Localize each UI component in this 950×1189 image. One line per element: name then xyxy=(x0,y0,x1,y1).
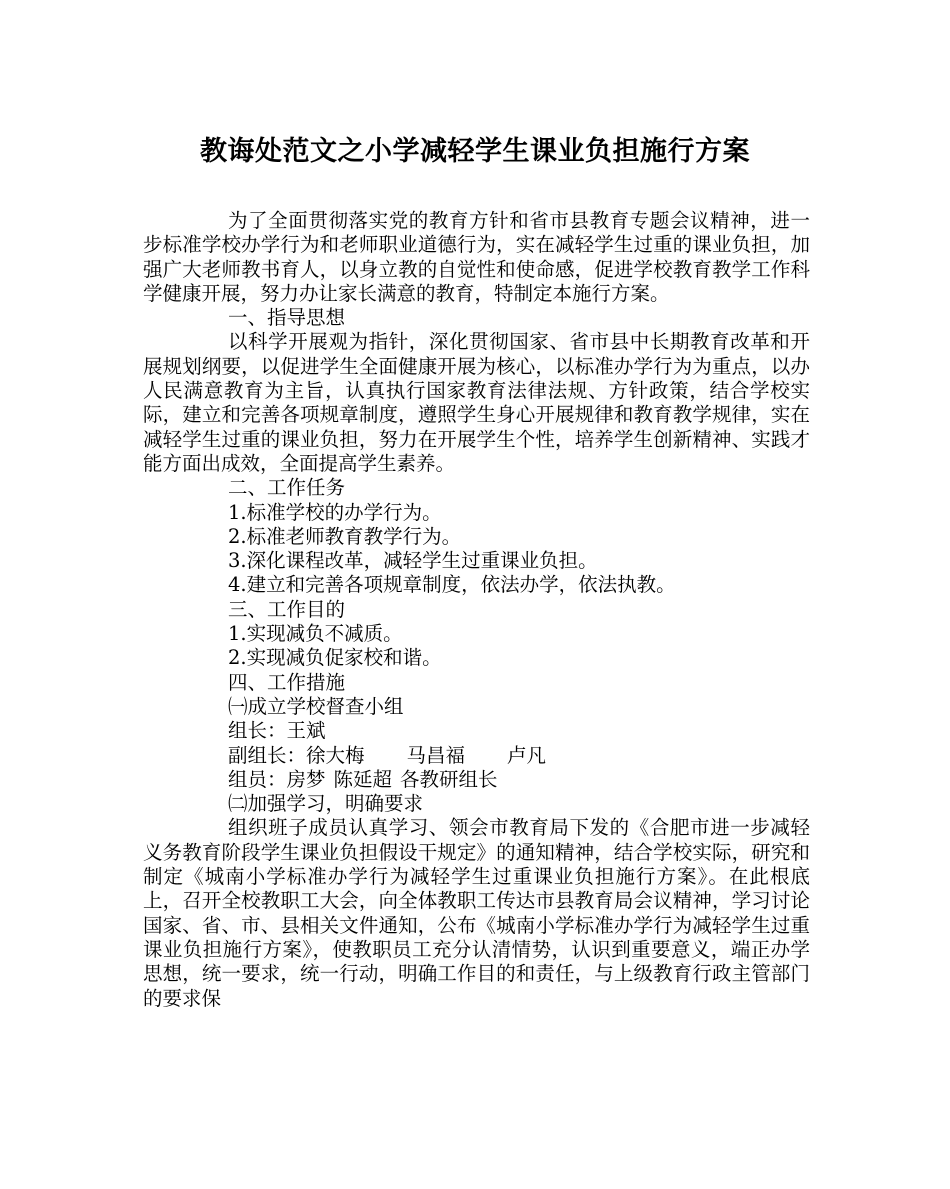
team-deputies xyxy=(143,744,810,768)
goal-item: 2.实现减负促家校和谐。 xyxy=(228,646,442,670)
deputy-2: 马昌福 xyxy=(406,743,466,767)
deputy-1: 副组长：徐大梅 xyxy=(228,743,365,767)
member-3: 各教研组长 xyxy=(400,767,498,791)
subsection-heading-study: ㈡加强学习，明确要求 xyxy=(228,792,424,816)
section-heading-goals: 三、工作目的 xyxy=(228,597,346,621)
guiding-thought-paragraph: 以科学开展观为指针，深化贯彻国家、省市县中长期教育改革和开展规划纲要，以促进学生全面健康开展为核心，以标准办学行为为重点，以办人民满意教育为主旨，认真执行国家教育法律法规、方针政策，结合学校实际，建立和完善各项规章制度，遵照学生身心开展规律和教育教学规律，实在减轻学生过重的课业负担，努力在开展学生个性，培养学生创新精神、实践才能方面出成效，全面提高学生素养。 xyxy=(143,330,810,475)
task-item: 3.深化课程改革，减轻学生过重课业负担。 xyxy=(228,549,598,573)
team-members xyxy=(143,768,810,792)
task-item: 2.标准老师教育教学行为。 xyxy=(228,524,462,548)
member-1: 组员：房梦 xyxy=(228,767,326,791)
intro-paragraph: 为了全面贯彻落实党的教育方针和省市县教育专题会议精神，进一步标准学校办学行为和老师职业道德行为，实在减轻学生过重的课业负担，加强广大老师教书育人，以身立教的自觉性和使命感，促进学校教育教学工作科学健康开展，努力办让家长满意的教育，特制定本施行方案。 xyxy=(143,209,810,305)
section-heading-tasks: 二、工作任务 xyxy=(228,476,346,500)
document-title: 教诲处范文之小学减轻学生课业负担施行方案 xyxy=(200,136,750,167)
team-leader: 组长：王斌 xyxy=(228,719,326,743)
member-2: 陈延超 xyxy=(333,767,393,791)
document-body xyxy=(143,209,810,1011)
task-item: 1.标准学校的办学行为。 xyxy=(228,500,442,524)
section-heading-measures: 四、工作措施 xyxy=(228,670,346,694)
subsection-heading-team: ㈠成立学校督查小组 xyxy=(228,694,404,718)
section-heading-guiding-thought: 一、指导思想 xyxy=(228,306,346,330)
deputy-3: 卢凡 xyxy=(507,743,547,767)
study-paragraph: 组织班子成员认真学习、领会市教育局下发的《合肥市进一步减轻义务教育阶段学生课业负担假设干规定》的通知精神，结合学校实际，研究和制定《城南小学标准办学行为减轻学生过重课业负担施行方案》。在此根底上，召开全校教职工大会，向全体教职工传达市县教育局会议精神，学习讨论国家、省、市、县相关文件通知，公布《城南小学标准办学行为减轻学生过重课业负担施行方案》，使教职员工充分认清情势，认识到重要意义，端正办学思想，统一要求，统一行动，明确工作目的和责任，与上级教育行政主管部门的要求保 xyxy=(143,816,810,1010)
goal-item: 1.实现减负不减质。 xyxy=(228,622,403,646)
task-item: 4.建立和完善各项规章制度，依法办学，依法执教。 xyxy=(228,573,676,597)
